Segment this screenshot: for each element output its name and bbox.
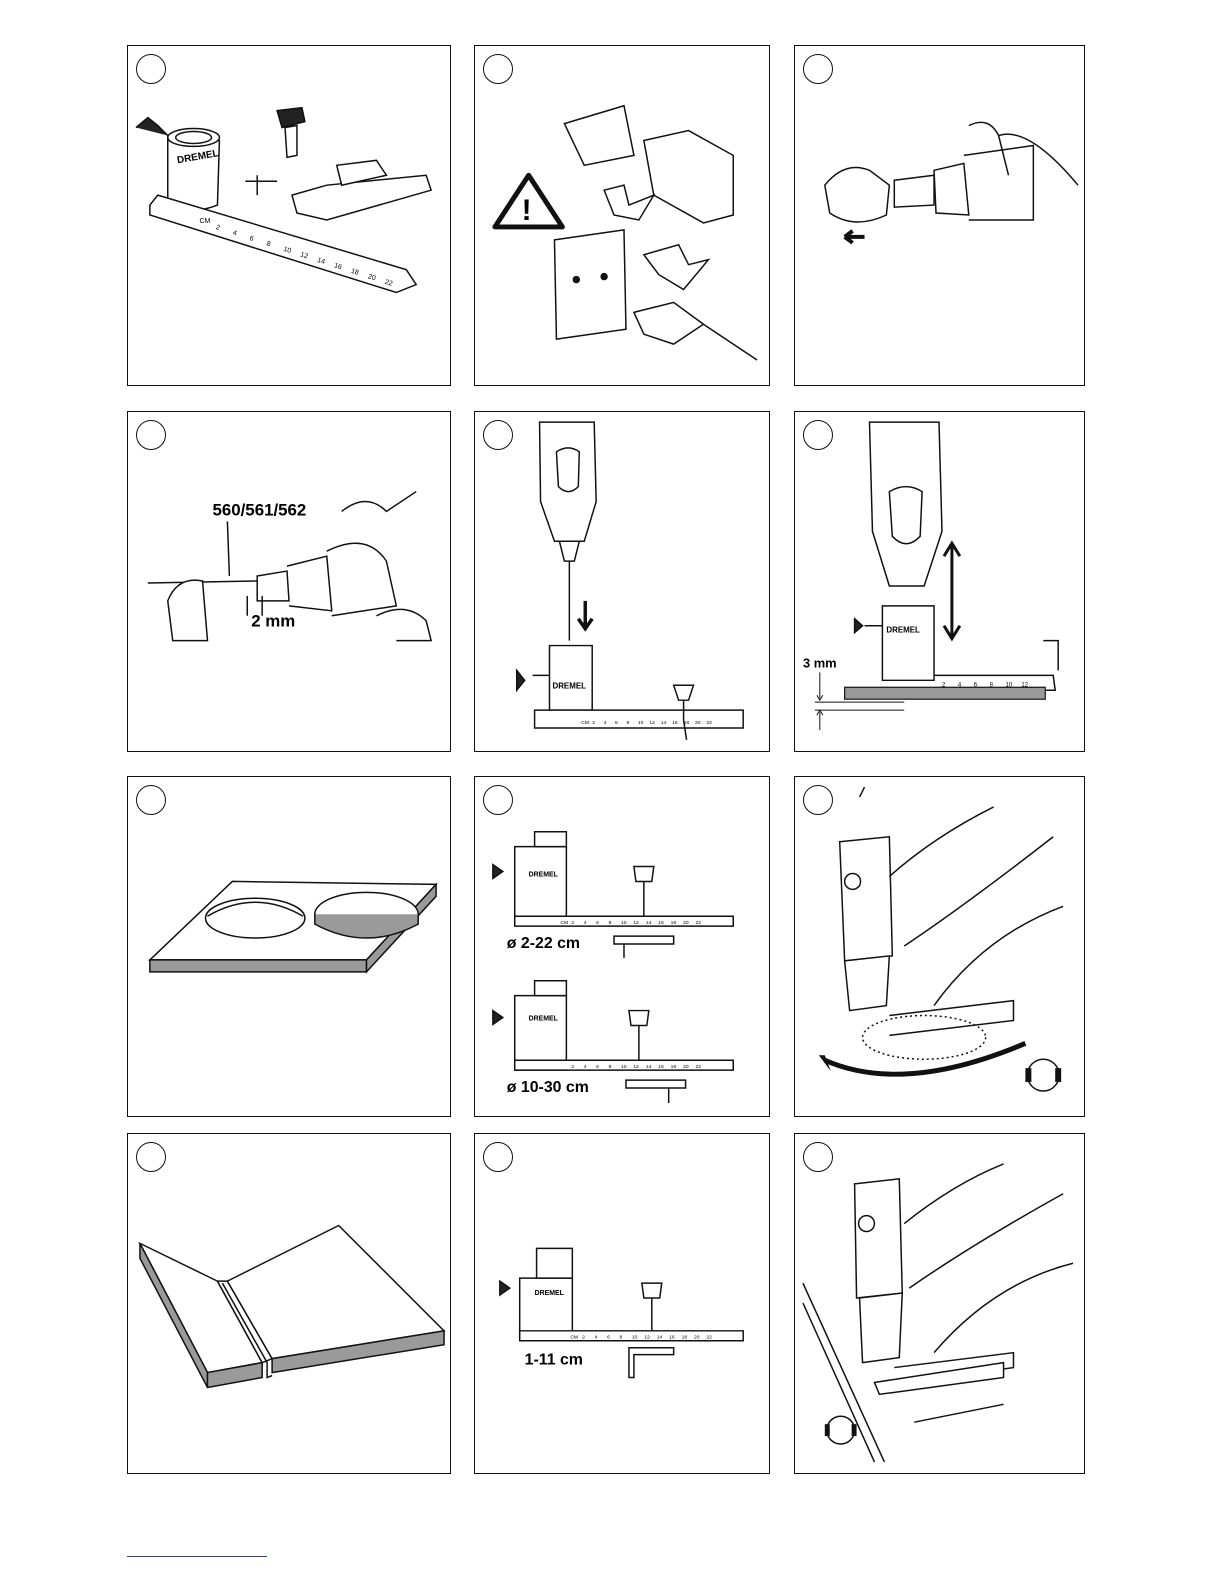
- diameter-range-large-label: ø 10-30 cm: [506, 1079, 589, 1097]
- ruler-tick-label: 8: [989, 682, 993, 689]
- ruler-tick-label: 20: [683, 1065, 689, 1071]
- ruler-tick-label: 18: [670, 1065, 677, 1071]
- ruler-tick-label: 16: [333, 262, 343, 272]
- ruler-tick-label: 20: [694, 1335, 700, 1341]
- ruler-tick-label: 4: [231, 229, 238, 238]
- ruler-tick-label: 10: [621, 1065, 627, 1071]
- ruler-tick-label: 14: [656, 1335, 663, 1341]
- ruler-tick-label: 10: [1005, 682, 1013, 689]
- ruler-tick-label: 16: [672, 721, 678, 727]
- ruler-tick-label: 2: [582, 1335, 586, 1341]
- ruler-tick-label: 2: [214, 224, 221, 232]
- ruler-tick-label: 14: [316, 256, 326, 266]
- ruler-tick-label: 4: [603, 721, 607, 727]
- panel-6-plunge-depth: [794, 411, 1085, 752]
- ear-protection-icon: [1025, 1059, 1061, 1091]
- plunge-depth-illustration: [795, 412, 1084, 751]
- ruler-tick-label: 12: [649, 721, 655, 727]
- panel-2-disconnect-power: [474, 45, 770, 386]
- ruler-tick-label: 10: [282, 245, 292, 255]
- diameter-setting-illustration: [475, 777, 769, 1116]
- ruler-tick-label: 6: [973, 682, 978, 689]
- panel-4-insert-bit: [127, 411, 451, 752]
- brand-logo: DREMEL: [528, 1015, 558, 1023]
- tool-on-attachment-illustration: [475, 412, 769, 751]
- ruler-tick-label: 16: [658, 921, 664, 927]
- circle-cutter-kit-illustration: [128, 46, 450, 385]
- ruler-tick-label: 18: [681, 1335, 688, 1341]
- ruler-tick-label: 18: [350, 267, 360, 277]
- panel-1-kit-contents: [127, 45, 451, 386]
- ruler-tick-label: 12: [633, 921, 639, 927]
- ruler-tick-label: 8: [608, 1065, 612, 1071]
- ruler-tick-label: 6: [596, 1065, 599, 1071]
- direction-arrow-icon: [845, 231, 865, 243]
- brand-logo: DREMEL: [552, 681, 586, 691]
- ruler-tick-label: 20: [366, 273, 377, 283]
- svg-text:!: !: [521, 193, 532, 227]
- diameter-range-small-label: ø 2-22 cm: [506, 934, 581, 952]
- battery-and-plug-illustration: [475, 46, 769, 385]
- ruler-tick-label: 2: [592, 721, 595, 727]
- panel-7-circle-cut-result: [127, 776, 451, 1117]
- bit-length-label: 2 mm: [251, 611, 296, 631]
- cutting-straight-illustration: [795, 1134, 1084, 1473]
- ruler-tick-label: 22: [695, 1065, 702, 1071]
- brand-logo: DREMEL: [528, 871, 558, 879]
- ruler-tick-label: 14: [645, 921, 652, 927]
- ruler-tick-label: 20: [683, 921, 689, 927]
- circle-cut-board-illustration: [128, 777, 450, 1116]
- panel-11-edge-guide-setting: [474, 1133, 770, 1474]
- ruler-unit-label: CM: [560, 921, 569, 927]
- ruler-tick-label: 12: [633, 1065, 639, 1071]
- ruler-tick-label: 6: [607, 1335, 610, 1341]
- panel-9-cut-circle: [794, 776, 1085, 1117]
- ruler-tick-label: 2: [571, 921, 575, 927]
- ruler-unit-label: CM: [570, 1335, 579, 1341]
- brand-logo: DREMEL: [886, 625, 920, 635]
- ruler-tick-label: 6: [596, 921, 599, 927]
- ruler-tick-label: 22: [706, 721, 712, 727]
- ruler-tick-label: 20: [695, 721, 701, 727]
- edge-guide-setting-illustration: [475, 1134, 769, 1473]
- ruler-tick-label: 8: [265, 240, 272, 249]
- panel-3-remove-nose-cap: [794, 45, 1085, 386]
- ruler-tick-label: 18: [670, 921, 677, 927]
- brand-logo: DREMEL: [176, 148, 220, 167]
- ear-protection-icon: [825, 1416, 857, 1444]
- straight-cut-board-illustration: [128, 1134, 450, 1473]
- direction-arrow-icon: [578, 601, 592, 629]
- bit-model-label: 560/561/562: [212, 500, 307, 520]
- ruler-tick-label: 10: [637, 721, 644, 727]
- panel-10-straight-cut-result: [127, 1133, 451, 1474]
- ruler-tick-label: 6: [615, 721, 618, 727]
- direction-arrow-icon: [825, 1043, 1026, 1074]
- ruler-tick-label: 4: [583, 921, 587, 927]
- ruler-tick-label: 14: [645, 1065, 652, 1071]
- ruler-tick-label: 4: [957, 682, 962, 689]
- ruler-tick-label: 4: [583, 1065, 587, 1071]
- brand-logo: DREMEL: [534, 1290, 564, 1298]
- ruler-tick-label: 10: [621, 921, 627, 927]
- ruler-unit-label: CM: [581, 721, 589, 727]
- ruler-tick-label: 18: [683, 721, 690, 727]
- ruler-unit-label: CM: [199, 217, 211, 225]
- panel-8-diameter-settings: [474, 776, 770, 1117]
- guide-range-label: 1-11 cm: [524, 1351, 583, 1369]
- panel-5-set-depth: [474, 411, 770, 752]
- ruler-tick-label: 22: [706, 1335, 712, 1341]
- ruler-tick-label: 8: [619, 1335, 623, 1341]
- ruler-tick-label: 14: [660, 721, 667, 727]
- ruler-tick-label: 12: [1021, 682, 1029, 689]
- ruler-tick-label: 16: [669, 1335, 675, 1341]
- cutting-circle-illustration: [795, 777, 1084, 1116]
- warning-triangle-icon: [495, 175, 563, 227]
- ruler-tick-label: 2: [571, 1065, 575, 1071]
- ruler-tick-label: 22: [695, 921, 702, 927]
- direction-arrow-icon: [944, 543, 960, 638]
- remove-cap-illustration: [795, 46, 1084, 385]
- ruler-tick-label: 12: [644, 1335, 650, 1341]
- insert-bit-illustration: [128, 412, 450, 751]
- ruler-tick-label: 10: [631, 1335, 638, 1341]
- depth-label: 3 mm: [802, 655, 837, 671]
- ruler-tick-label: 8: [626, 721, 630, 727]
- ruler-tick-label: 2: [941, 682, 946, 689]
- ruler-tick-label: 12: [299, 251, 309, 261]
- panel-12-straight-cut: [794, 1133, 1085, 1474]
- footer-rule: [127, 1556, 267, 1557]
- ruler-tick-label: 22: [383, 278, 394, 288]
- ruler-tick-label: 16: [658, 1065, 664, 1071]
- ruler-tick-label: 8: [608, 921, 612, 927]
- ruler-tick-label: 6: [248, 235, 255, 243]
- ruler-tick-label: 4: [594, 1335, 598, 1341]
